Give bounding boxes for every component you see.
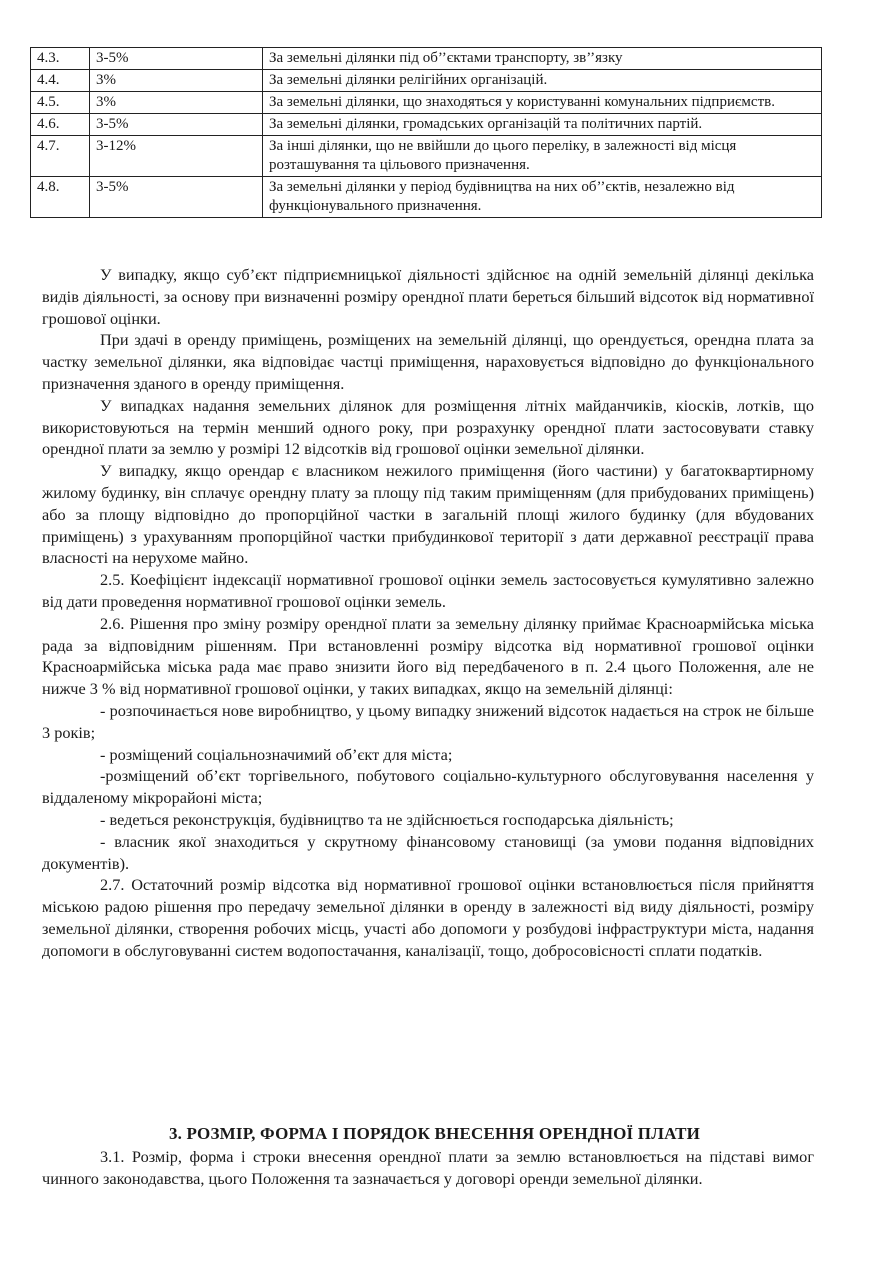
row-percent: 3% xyxy=(90,70,263,92)
row-number: 4.3. xyxy=(31,48,90,70)
row-percent: 3-5% xyxy=(90,177,263,218)
paragraph: 2.6. Рішення про зміну розміру орендної плати за земельну ділянку приймає Красноармійська міська рада за відповідним рішенням. При встановленні розміру відсотка від нормативної грошової оцінки Красноармійська міська рада має право знизити його від передбаченого в п. 2.4 цього Положення, але не нижче 3 % від нормативної грошової оцінки, у таких випадках, якщо на земельній ділянці: xyxy=(42,613,814,699)
list-item: - власник якої знаходиться у скрутному фінансовому становищі (за умови подання відповідних документів). xyxy=(42,831,814,873)
row-percent: 3-5% xyxy=(90,114,263,136)
row-percent: 3-5% xyxy=(90,48,263,70)
table-row xyxy=(31,177,822,218)
row-description: За земельні ділянки, що знаходяться у користуванні комунальних підприємств. xyxy=(263,92,822,114)
row-number: 4.6. xyxy=(31,114,90,136)
row-description: За земельні ділянки під об’’єктами транспорту, зв’’язку xyxy=(263,48,822,70)
paragraph: У випадках надання земельних ділянок для розміщення літніх майданчиків, кіосків, лотків, що використовуються на термін менший одного року, при розрахунку орендної плати застосовувати ставку орендної плати за землю у розмірі 12 відсотків від грошової оцінки земельної ділянки. xyxy=(42,395,814,459)
rates-table xyxy=(30,47,822,218)
table-row xyxy=(31,70,822,92)
row-number: 4.8. xyxy=(31,177,90,218)
row-description: За земельні ділянки, громадських організацій та політичних партій. xyxy=(263,114,822,136)
table-row xyxy=(31,114,822,136)
section-body xyxy=(42,1146,814,1190)
paragraph: У випадку, якщо орендар є власником нежилого приміщення (його частини) у багатоквартирному жилому будинку, він сплачує орендну плату за площу під таким приміщенням (для прибудованих приміщень) або за площу відповідно до пропорційної частки в загальній площі жилого будинку (для вбудованих приміщень) з урахуванням пропорційної частки прибудинкової території з дати державної реєстрації права власності на нерухоме майно. xyxy=(42,461,814,568)
paragraph: 3.1. Розмір, форма і строки внесення орендної плати за землю встановлюється на підставі вимог чинного законодавства, цього Положення та зазначається у договорі оренди земельної ділянки. xyxy=(42,1147,814,1188)
list-item: -розміщений об’єкт торгівельного, побутового соціально-культурного обслуговування населення у віддаленому мікрорайоні міста; xyxy=(42,766,814,808)
row-number: 4.5. xyxy=(31,92,90,114)
body-text xyxy=(42,264,814,962)
section-heading: 3. РОЗМІР, ФОРМА І ПОРЯДОК ВНЕСЕННЯ ОРЕНДНОЇ ПЛАТИ xyxy=(168,1124,701,1143)
list-item: - розпочинається нове виробництво, у цьому випадку знижений відсоток надається на строк не більше 3 років; xyxy=(42,700,814,742)
row-percent: 3% xyxy=(90,92,263,114)
row-number: 4.7. xyxy=(31,136,90,177)
table-row xyxy=(31,136,822,177)
row-percent: 3-12% xyxy=(90,136,263,177)
row-description: За земельні ділянки у період будівництва на них об’’єктів, незалежно від функціонувального призначення. xyxy=(263,177,822,218)
list-item: - ведеться реконструкція, будівництво та не здійснюється господарська діяльність; xyxy=(100,809,674,829)
row-description: За інші ділянки, що не ввійшли до цього переліку, в залежності від місця розташування та цільового призначення. xyxy=(263,136,822,177)
row-description: За земельні ділянки релігійних організацій. xyxy=(263,70,822,92)
paragraph: 2.7. Остаточний розмір відсотка від нормативної грошової оцінки встановлюється після прийняття міською радою рішення про передачу земельної ділянки в оренду в залежності від виду діяльності, розміру земельної ділянки, створення робочих місць, участі або допомоги у розбудові інфраструктури міста, надання допомоги в обслуговуванні систем водопостачання, каналізації, тощо, добросовісності сплати податків. xyxy=(42,875,814,960)
table-row xyxy=(31,48,822,70)
list-item: - розміщений соціальнозначимий об’єкт для міста; xyxy=(100,744,453,764)
paragraph: У випадку, якщо суб’єкт підприємницької діяльності здійснює на одній земельній ділянці декілька видів діяльності, за основу при визначенні розміру орендної плати береться більший відсоток від нормативної грошової оцінки. xyxy=(42,265,814,328)
row-number: 4.4. xyxy=(31,70,90,92)
table-row xyxy=(31,92,822,114)
paragraph: При здачі в оренду приміщень, розміщених на земельній ділянці, що орендується, орендна плата за частку земельної ділянки, яка відповідає частці приміщення, нараховується відповідно до функціонального призначення зданого в оренду приміщення. xyxy=(42,330,814,393)
paragraph: 2.5. Коефіцієнт індексації нормативної грошової оцінки земель застосовується кумулятивно залежно від дати проведення нормативної грошової оцінки земель. xyxy=(42,570,814,611)
